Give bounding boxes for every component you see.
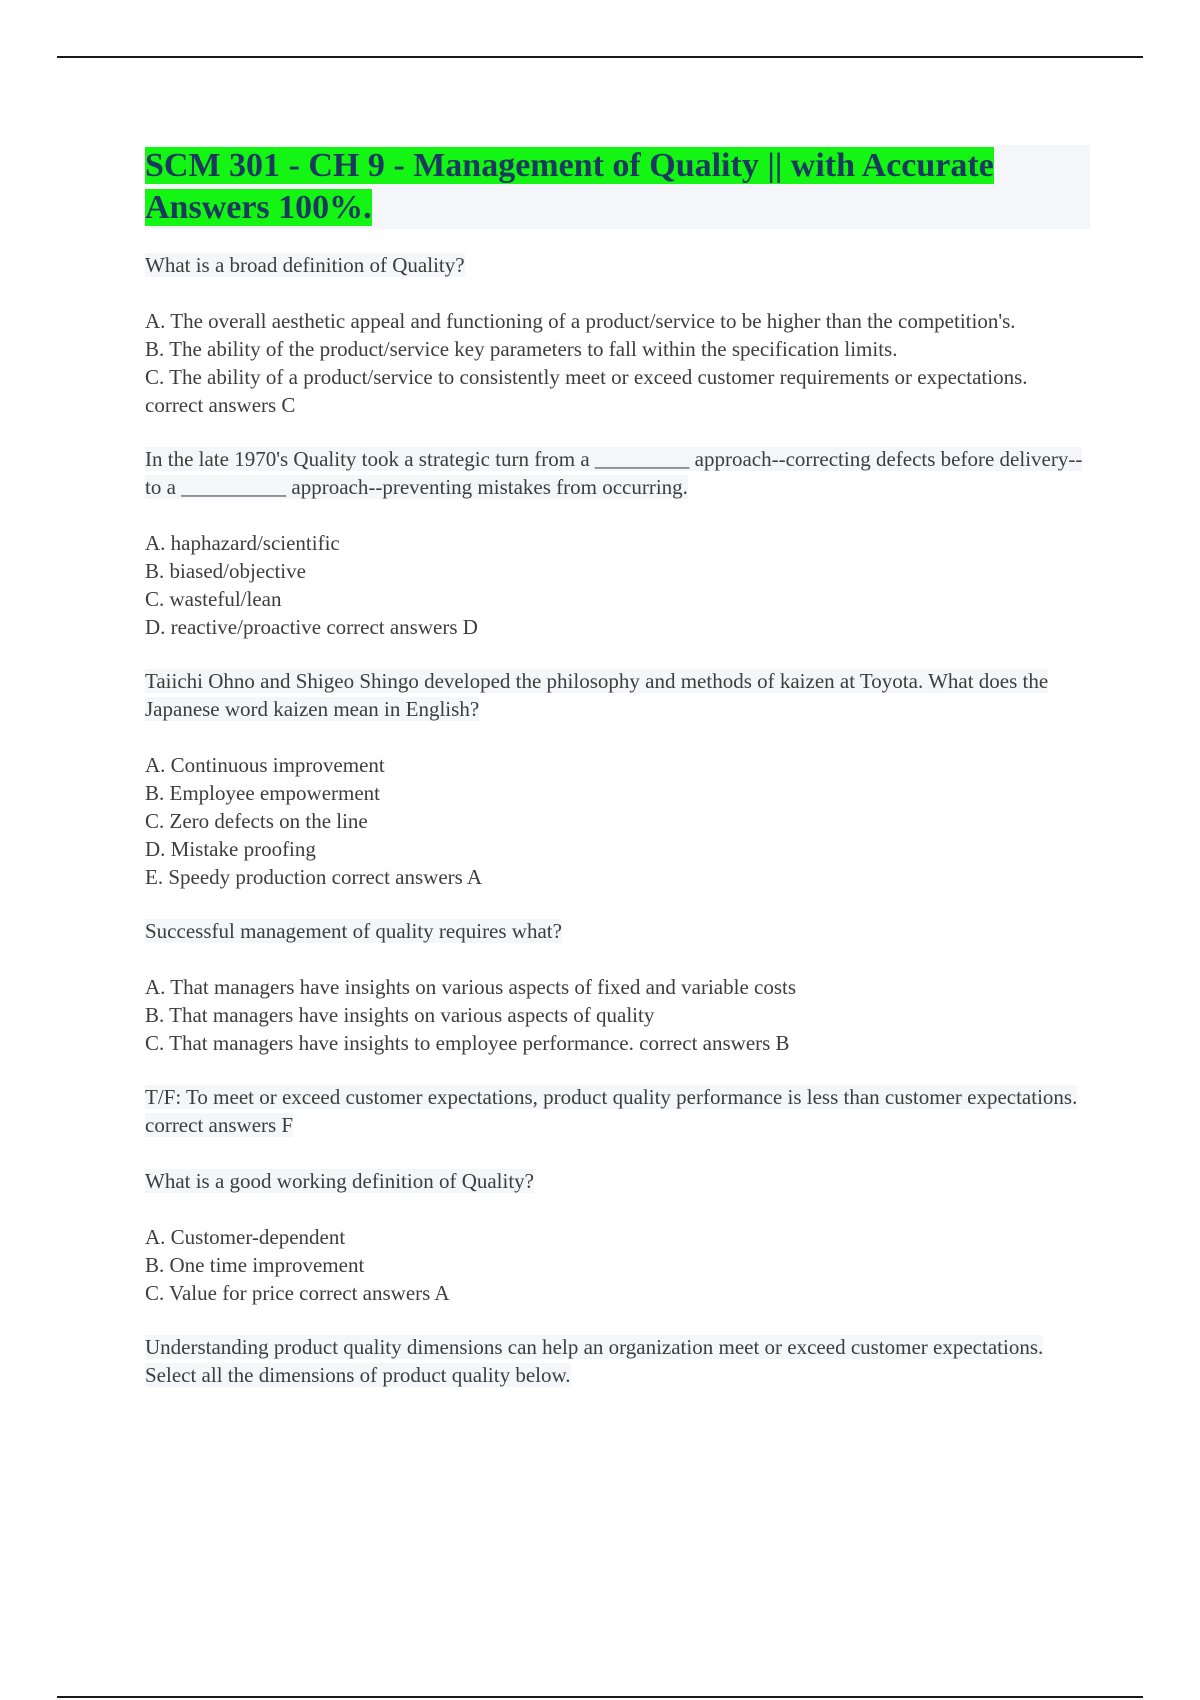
question-5: [145, 1083, 1090, 1139]
question-6: [145, 1167, 1090, 1195]
option: A. haphazard/scientific: [145, 531, 340, 555]
option: B. That managers have insights on various aspects of quality: [145, 1003, 655, 1027]
option: C. Zero defects on the line: [145, 809, 368, 833]
document-body: [145, 145, 1090, 1417]
option: E. Speedy production correct answers A: [145, 865, 483, 889]
question-6-prompt: What is a good working definition of Quality?: [145, 1169, 535, 1193]
question-4-prompt: Successful management of quality requires what?: [145, 919, 562, 943]
option: D. reactive/proactive correct answers D: [145, 615, 478, 639]
question-1-options: [145, 307, 1090, 419]
question-1: [145, 251, 1090, 279]
question-7-prompt: Understanding product quality dimensions can help an organization meet or exceed customer expectations. Select all the dimensions of product quality below.: [145, 1335, 1044, 1387]
question-2-prompt: In the late 1970's Quality took a strategic turn from a _________ approach--correcting defects before delivery--to a __________ approach--preventing mistakes from occurring.: [145, 447, 1083, 499]
option: C. Value for price correct answers A: [145, 1281, 450, 1305]
option: A. Customer-dependent: [145, 1225, 346, 1249]
question-3: [145, 667, 1090, 723]
question-2-options: [145, 529, 1090, 641]
question-2: [145, 445, 1090, 501]
question-7: [145, 1333, 1090, 1389]
document-title: [145, 145, 1090, 229]
question-4-options: [145, 973, 1090, 1057]
question-6-options: [145, 1223, 1090, 1307]
question-1-prompt: What is a broad definition of Quality?: [145, 253, 465, 277]
option: C. wasteful/lean: [145, 587, 282, 611]
question-5-prompt: T/F: To meet or exceed customer expectations, product quality performance is less than customer expectations. correct answers F: [145, 1085, 1078, 1137]
question-4: [145, 917, 1090, 945]
question-3-options: [145, 751, 1090, 891]
option: B. biased/objective: [145, 559, 306, 583]
option: A. The overall aesthetic appeal and functioning of a product/service to be higher than the competition's.: [145, 309, 1016, 333]
option: D. Mistake proofing: [145, 837, 316, 861]
question-3-prompt: Taiichi Ohno and Shigeo Shingo developed the philosophy and methods of kaizen at Toyota. What does the Japanese word kaizen mean in English?: [145, 669, 1049, 721]
option: B. The ability of the product/service key parameters to fall within the specification limits.: [145, 337, 898, 361]
option: C. The ability of a product/service to consistently meet or exceed customer requirements or expectations. correct answers C: [145, 365, 1028, 417]
top-rule: [57, 56, 1143, 58]
option: A. Continuous improvement: [145, 753, 385, 777]
option: C. That managers have insights to employee performance. correct answers B: [145, 1031, 790, 1055]
option: B. One time improvement: [145, 1253, 365, 1277]
option: B. Employee empowerment: [145, 781, 381, 805]
bottom-rule: [57, 1696, 1143, 1698]
option: A. That managers have insights on various aspects of fixed and variable costs: [145, 975, 797, 999]
document-title-text: SCM 301 - CH 9 - Management of Quality || with Accurate Answers 100%.: [145, 147, 994, 226]
